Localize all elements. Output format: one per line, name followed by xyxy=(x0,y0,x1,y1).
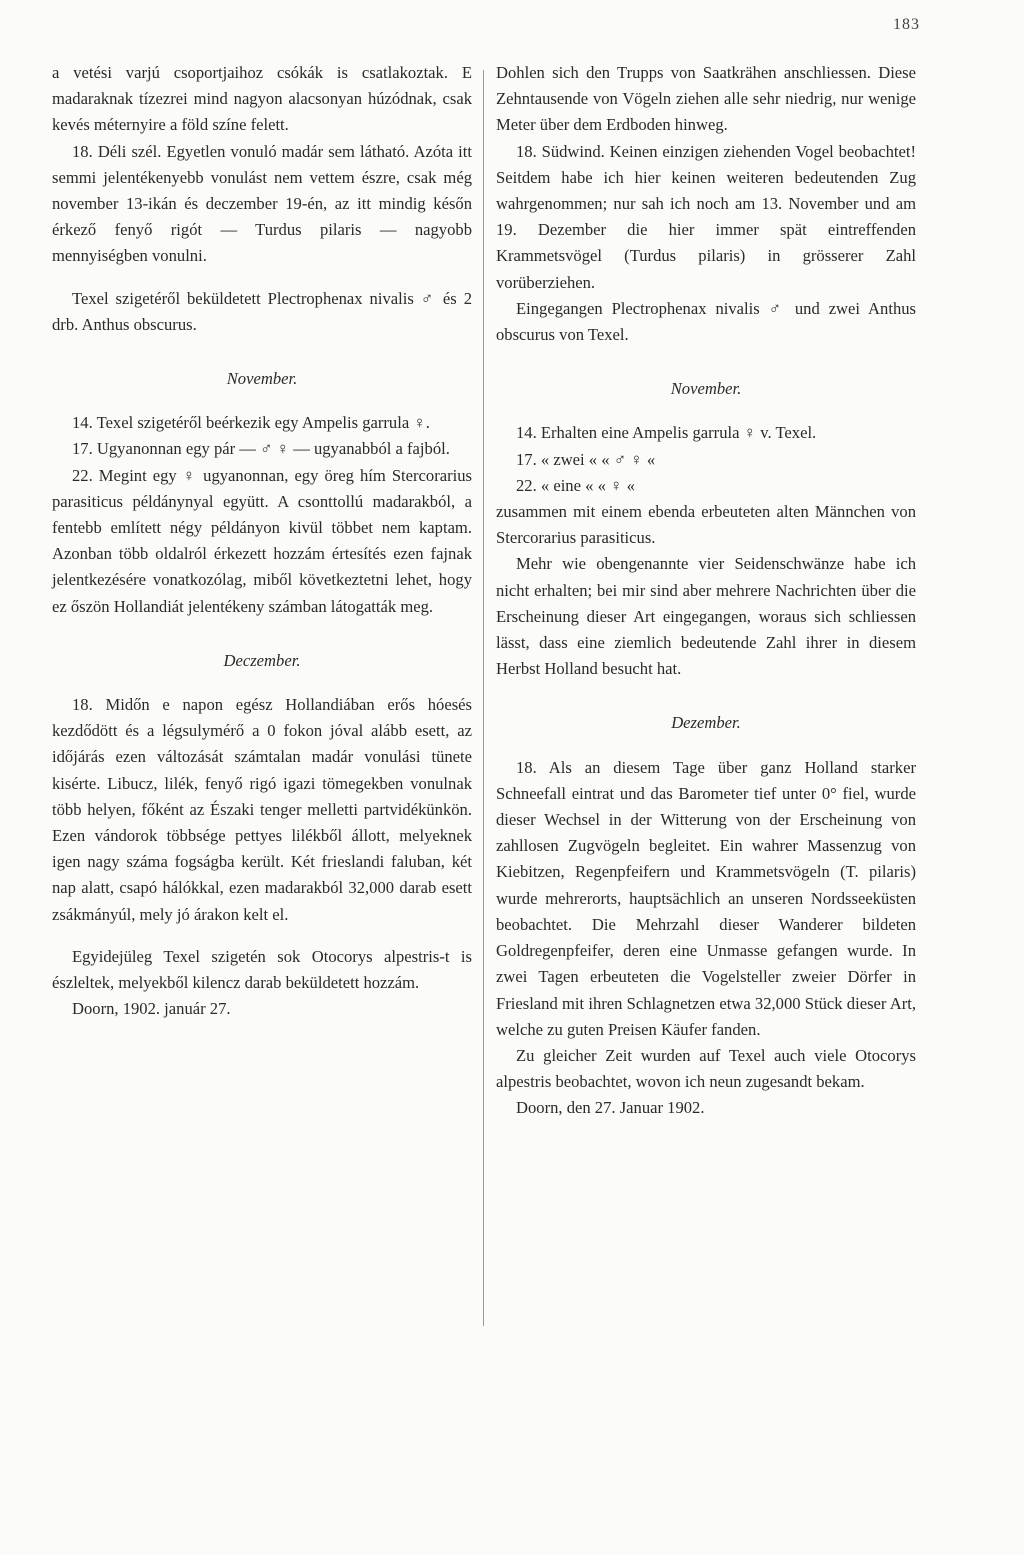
page-number: 183 xyxy=(893,16,920,33)
column-divider xyxy=(483,70,484,1326)
paragraph: 14. Erhalten eine Ampelis garrula ♀ v. Texel. xyxy=(516,423,817,443)
paragraph: Egyidejüleg Texel szigetén sok Otocorys alpestris-t is észleltek, melyekből kilencz darab beküldetett hozzám. xyxy=(52,946,472,993)
paragraph: 22. « eine « « ♀ « xyxy=(516,475,635,495)
hungarian-column xyxy=(52,60,472,1023)
dateline: Doorn, 1902. január 27. xyxy=(72,999,231,1019)
paragraph: 22. Megint egy ♀ ugyanonnan, egy öreg hím Stercorarius parasiticus példánynyal együtt. A csonttollú madarakból, a fentebb említett négy példányon kivül többet nem kaptam. Azonban több oldalról érkezett hozzám értesítés ezen fajnak jelentkezésére vonatkozólag, miből következtetni lehet, hogy ez őszön Hollandiát jelentékeny számban látogatták meg. xyxy=(52,465,472,616)
paragraph: Zu gleicher Zeit wurden auf Texel auch viele Otocorys alpestris beobachtet, wovon ich neun zugesandt bekam. xyxy=(496,1045,916,1092)
paragraph: 14. Texel szigetéről beérkezik egy Ampelis garrula ♀. xyxy=(72,413,430,433)
paragraph: a vetési varjú csoportjaihoz csókák is csatlakoztak. E madaraknak tízezrei mind nagyon alacsonyan húzódnak, csak kevés méternyire a föld színe felett. xyxy=(52,63,472,135)
paragraph: Dohlen sich den Trupps von Saatkrähen anschliessen. Diese Zehntausende von Vögeln ziehen alle sehr niedrig, nur wenige Meter über dem Erdboden hinweg. xyxy=(496,63,916,135)
paragraph: 17. Ugyanonnan egy pár — ♂ ♀ — ugyanabból a fajból. xyxy=(72,439,450,459)
german-column xyxy=(496,60,916,1122)
paragraph: Texel szigetéről beküldetett Plectrophenax nivalis ♂ és 2 drb. Anthus obscurus. xyxy=(52,288,472,334)
paragraph: 18. Déli szél. Egyetlen vonuló madár sem látható. Azóta itt semmi jelentékenyebb vonulást nem vettem észre, csak még november 13-ikán és deczember 19-én, az itt mindig későn érkező fenyő rigót — Turdus pilaris — nagyobb mennyiségben vonulni. xyxy=(52,141,472,266)
paragraph: 18. Midőn e napon egész Hollandiában erős hóesés kezdődött és a légsulymérő a 0 fokon jóval alább esett, az időjárás ezen változását számtalan madár vonulási tünete kisérte. Libucz, lilék, fenyő rigó igazi tömegekben vonulnak több helyen, főként az Északi tenger melletti partvidékünkön. Ezen vándorok többsége pettyes lilékből állott, melyeknek igen nagy száma fogságba került. Két frieslandi faluban, két nap alatt, csapó hálókkal, ezen madarakból 32,000 darab esett zsákmányúl, mely jó árakon kelt el. xyxy=(52,695,472,924)
section-heading-november: November. xyxy=(670,379,742,399)
section-heading-dezember: Dezember. xyxy=(671,713,741,733)
paragraph: 18. Als an diesem Tage über ganz Holland starker Schneefall eintrat und das Barometer tief unter 0° fiel, wurde dieser Wechsel in der Witterung von der Erscheinung von zahllosen Zugvögeln begleitet. Ein wahrer Massenzug von Kiebitzen, Regenpfeifern und Krammetsvögeln (T. pilaris) wurde mehrerorts, hauptsächlich an unseren Nordsseeküsten beobachtet. Die Mehrzahl dieser Wanderer bildeten Goldregenpfeifer, deren eine Unmasse gefangen wurde. In zwei Tagen erbeuteten die Vogelsteller zweier Dörfer in Friesland mit ihren Schlagnetzen etwa 32,000 Stück dieser Art, welche zu guten Preisen Käufer fanden. xyxy=(496,757,916,1039)
section-heading-deczember: Deczember. xyxy=(223,650,301,670)
section-heading-november: November. xyxy=(226,369,298,389)
paragraph: 18. Südwind. Keinen einzigen ziehenden Vogel beobachtet! Seitdem habe ich hier keinen weiteren bedeutenden Zug wahrgenommen; nur sah ich noch am 13. November und am 19. Dezember die hier immer spät eintreffenden Krammetsvögel (Turdus pilaris) in grösserer Zahl vorüberziehen. xyxy=(496,141,916,292)
paragraph: zusammen mit einem ebenda erbeuteten alten Männchen von Stercorarius parasiticus. xyxy=(496,502,916,548)
paragraph: Mehr wie obengenannte vier Seidenschwänze habe ich nicht erhalten; bei mir sind aber mehrere Nachrichten über die Erscheinung dieser Art eingegangen, woraus sich schliessen lässt, dass eine ziemlich bedeutende Zahl ihrer in diesem Herbst Holland besucht hat. xyxy=(496,554,916,679)
paragraph: 17. « zwei « « ♂ ♀ « xyxy=(516,449,656,469)
dateline: Doorn, den 27. Januar 1902. xyxy=(516,1098,705,1118)
paragraph: Eingegangen Plectrophenax nivalis ♂ und zwei Anthus obscurus von Texel. xyxy=(496,298,916,345)
